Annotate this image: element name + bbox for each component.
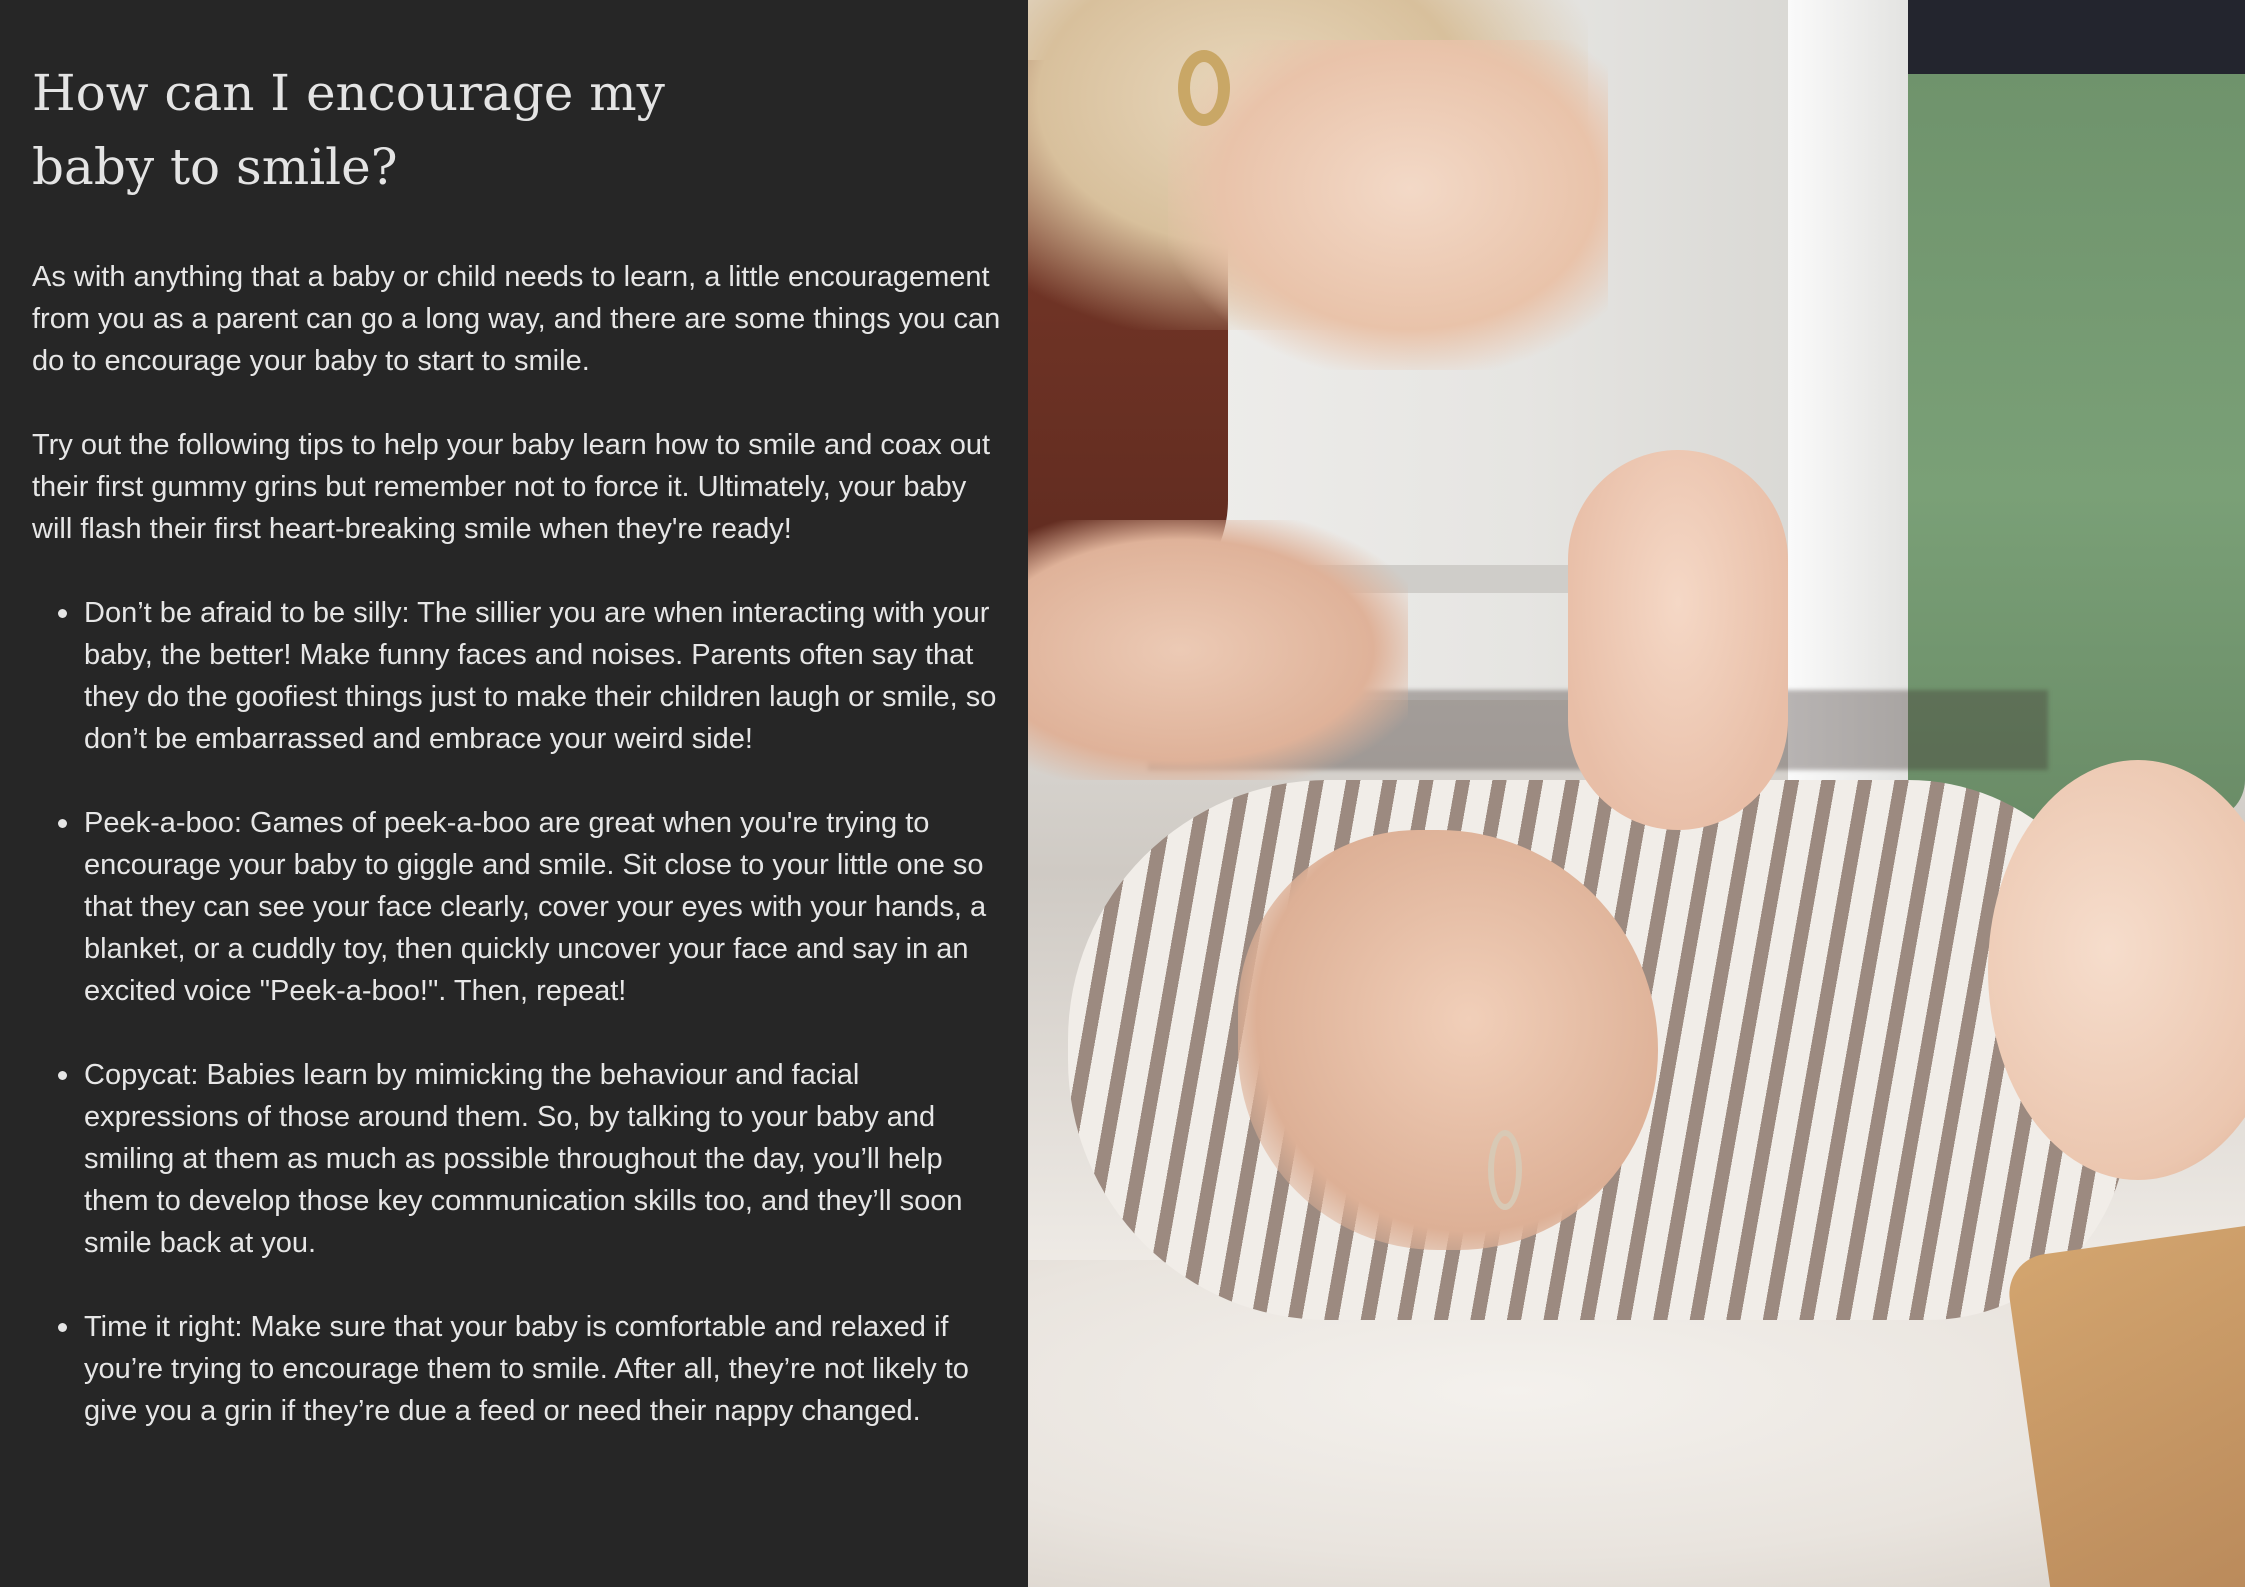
photo-ring xyxy=(1488,1130,1522,1210)
tips-list xyxy=(32,592,1002,1432)
photo-earring xyxy=(1178,50,1230,126)
tip-item-silly xyxy=(32,592,1002,760)
tip-item-timing xyxy=(32,1306,1002,1432)
article-title: How can I encourage my baby to smile? xyxy=(32,64,665,196)
tips-intro-paragraph: Try out the following tips to help your baby learn how to smile and coax out their first gummy grins but remember not to force it. Ultimately, your baby will flash their first heart-breaking smile when they're ready! xyxy=(32,429,991,545)
tip-text: Copycat: Babies learn by mimicking the behaviour and facial expressions of those around them. So, by talking to your baby and smiling at them as much as possible throughout the day, you’ll help them to develop those key communication skills too, and they’ll soon smile back at you. xyxy=(84,1059,963,1259)
mother-and-baby-photo xyxy=(1028,0,2245,1587)
tip-item-peek-a-boo xyxy=(32,802,1002,1012)
tip-text: Peek-a-boo: Games of peek-a-boo are great when you're trying to encourage your baby to giggle and smile. Sit close to your little one so that they can see your face clearly, cover your eyes with your hands, a blanket, or a cuddly toy, then quickly uncover your face and say in an excited voice "Peek-a-boo!". Then, repeat! xyxy=(84,807,987,1007)
tip-text: Don’t be afraid to be silly: The sillier you are when interacting with your baby, the better! Make funny faces and noises. Parents often say that they do the goofiest things just to make their children laugh or smile, so don’t be embarrassed and embrace your weird side! xyxy=(84,597,997,755)
bullet-icon xyxy=(58,1071,67,1080)
bullet-icon xyxy=(58,819,67,828)
photo-baby-arm xyxy=(1568,450,1788,830)
photo-mother-arm xyxy=(1028,520,1408,780)
article-text-panel xyxy=(0,0,1028,1587)
tip-item-copycat xyxy=(32,1054,1002,1264)
tip-text: Time it right: Make sure that your baby is comfortable and relaxed if you’re trying to encourage them to smile. After all, they’re not likely to give you a grin if they’re due a feed or need their nappy changed. xyxy=(84,1311,969,1427)
photo-mother-face xyxy=(1168,40,1608,370)
bullet-icon xyxy=(58,1323,67,1332)
bullet-icon xyxy=(58,609,67,618)
intro-paragraph: As with anything that a baby or child needs to learn, a little encouragement from you as a parent can go a long way, and there are some things you can do to encourage your baby to start to smile. xyxy=(32,261,1001,377)
